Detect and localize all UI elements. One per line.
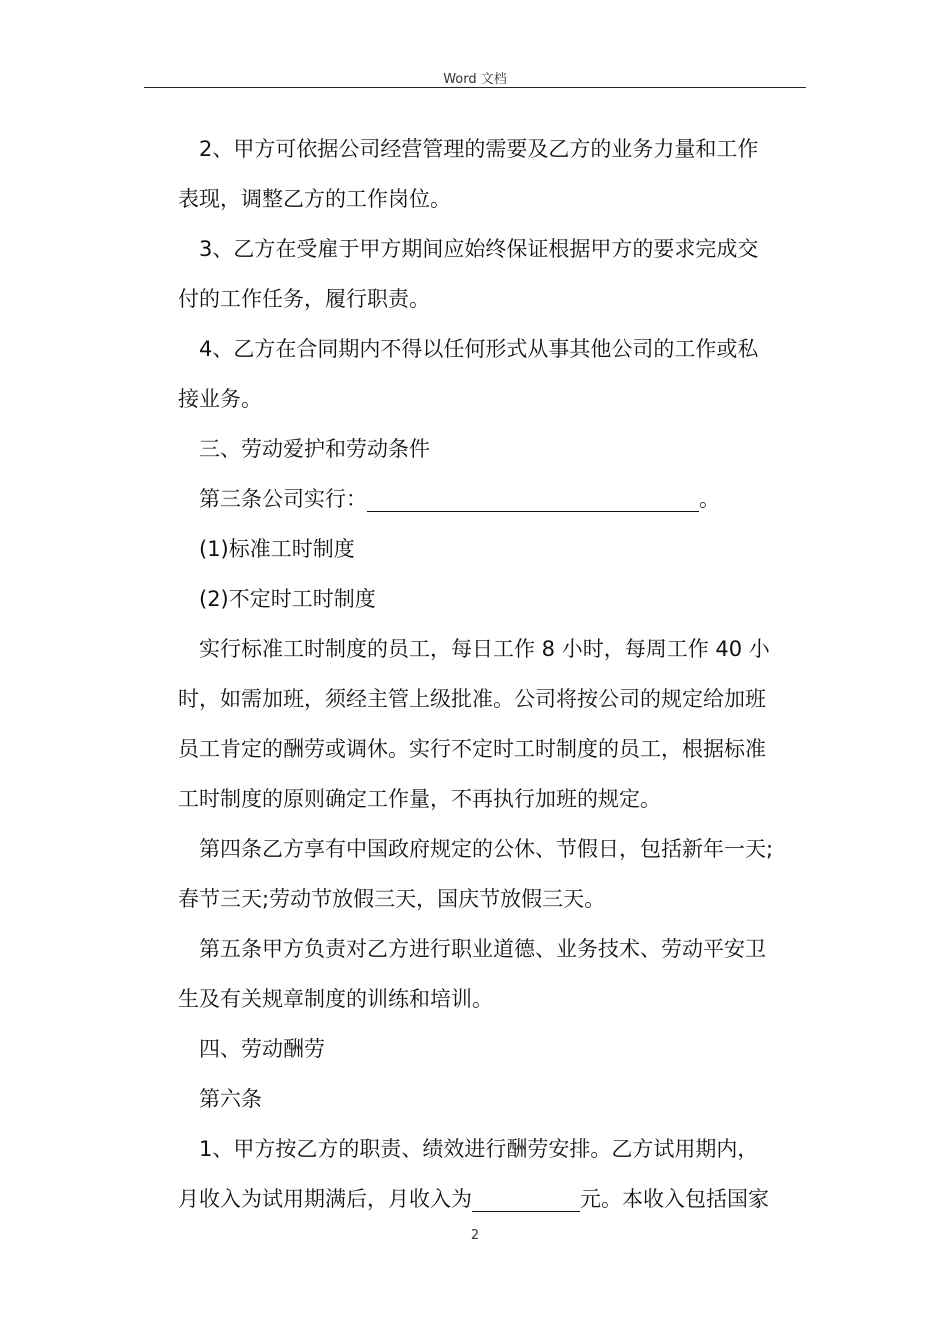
paragraph-line: 接业务。 [178, 387, 262, 411]
paragraph-line: 表现，调整乙方的工作岗位。 [178, 187, 451, 211]
list-item: (1)标准工时制度 [199, 537, 355, 561]
document-body [178, 124, 808, 1224]
paragraph-line: 2、甲方可依据公司经营管理的需要及乙方的业务力量和工作 [199, 137, 759, 161]
paragraph-line: 员工肯定的酬劳或调休。实行不定时工时制度的员工，根据标准 [178, 737, 766, 761]
paragraph-line: 工时制度的原则确定工作量，不再执行加班的规定。 [178, 787, 661, 811]
paragraph-line: 付的工作任务，履行职责。 [178, 287, 430, 311]
paragraph-line-with-blank [178, 1174, 808, 1224]
paragraph-line: 4、乙方在合同期内不得以任何形式从事其他公司的工作或私 [199, 337, 759, 361]
line-text: 月收入为试用期满后，月收入为 [178, 1187, 472, 1211]
paragraph-line: 春节三天;劳动节放假三天，国庆节放假三天。 [178, 887, 606, 911]
page-number: 2 [470, 1228, 480, 1243]
paragraph-line: 3、乙方在受雇于甲方期间应始终保证根据甲方的要求完成交 [199, 237, 759, 261]
paragraph-line: 1、甲方按乙方的职责、绩效进行酬劳安排。乙方试用期内， [199, 1137, 759, 1161]
fill-in-blank [367, 485, 699, 512]
article-heading: 第六条 [199, 1087, 262, 1111]
paragraph-line: 时，如需加班，须经主管上级批准。公司将按公司的规定给加班 [178, 687, 766, 711]
paragraph-line: 实行标准工时制度的员工，每日工作 8 小时，每周工作 40 小 [199, 637, 770, 661]
line-text: 元。本收入包括国家 [580, 1187, 769, 1211]
fill-in-blank [472, 1185, 580, 1212]
paragraph-line: 第四条乙方享有中国政府规定的公休、节假日，包括新年一天; [199, 837, 774, 861]
line-text: 第三条公司实行： [199, 487, 367, 511]
header-divider [144, 87, 806, 88]
paragraph-line: 第五条甲方负责对乙方进行职业道德、业务技术、劳动平安卫 [199, 937, 766, 961]
paragraph-line-with-blank [178, 474, 808, 524]
page-header: Word 文档 [443, 72, 507, 87]
line-text: 。 [699, 487, 720, 511]
section-heading: 四、劳动酬劳 [199, 1037, 325, 1061]
section-heading: 三、劳动爱护和劳动条件 [199, 437, 430, 461]
list-item: (2)不定时工时制度 [199, 587, 376, 611]
paragraph-line: 生及有关规章制度的训练和培训。 [178, 987, 493, 1011]
